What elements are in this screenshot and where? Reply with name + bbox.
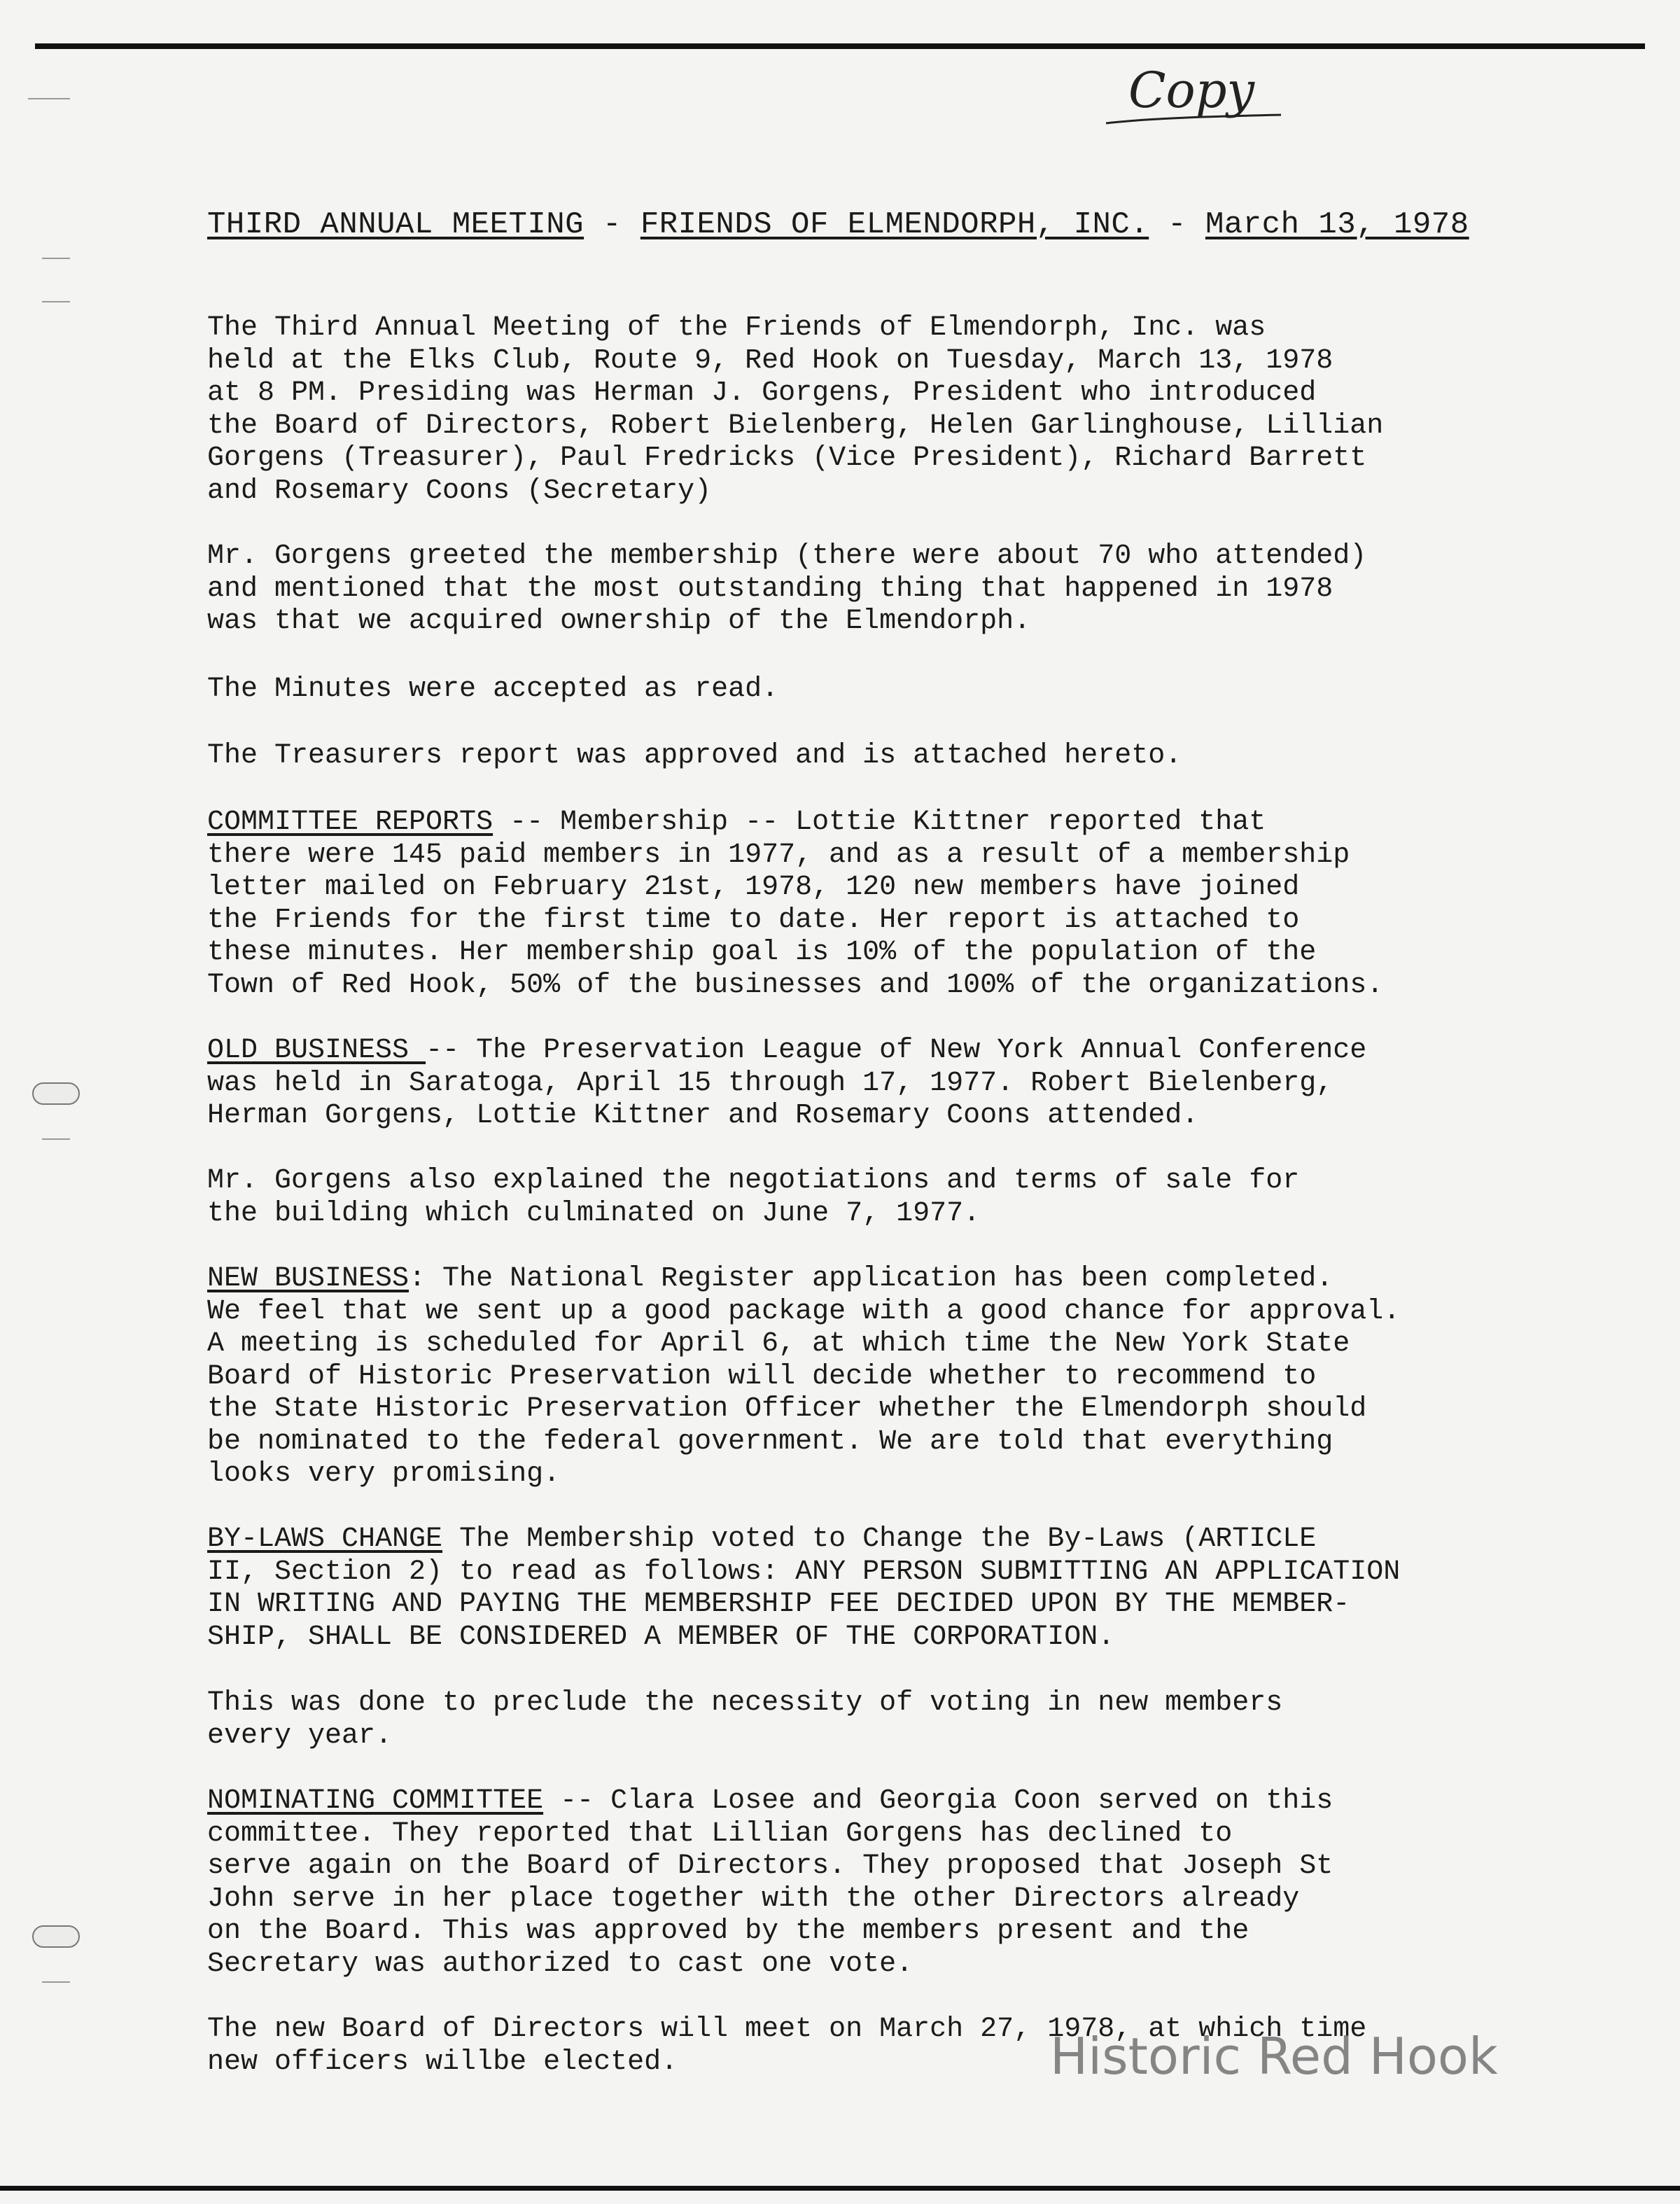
scan-mark [42,1981,70,1983]
scan-mark [42,1138,70,1140]
section-heading: NEW BUSINESS [207,1263,410,1295]
bottom-edge-rule [0,2186,1680,2191]
handwritten-copy-note: Copy [1128,62,1255,119]
section-heading: BY-LAWS CHANGE [207,1523,443,1555]
paragraph-new-board: The new Board of Directors will meet on March 27, 1978, at which time new officers willbe elected. [207,2014,1367,2078]
section-body: -- Clara Losee and Georgia Coon served on this committee. They reported that Lillian Gorgens has declined to serve again on the Board of Directors. They proposed that Joseph St John serve in her place together with the other Directors already on the Board. This was approved by the members present and the Secretary was authorized to cast one vote. [207,1785,1334,1980]
section-body: The Membership voted to Change the By-Laws (ARTICLE II, Section 2) to read as follows: ANY PERSON SUBMITTING AN APPLICATION IN WRITING AND PAYING THE MEMBERSHIP FEE DECIDED UPON BY THE MEMBER- SHIP, SHALL BE CONSIDERED A MEMBER OF THE CORPORATION. [207,1523,1401,1653]
paragraph-new-business [207,1263,1628,1491]
paragraph-negotiations: Mr. Gorgens also explained the negotiations and terms of sale for the building which culminated on June 7, 1977. [207,1165,1300,1229]
watermark: Historic Red Hook [1050,2027,1498,2086]
paragraph-bylaws-reason: This was done to preclude the necessity of voting in new members every year. [207,1687,1283,1752]
top-edge-rule [35,43,1645,49]
title-separator: - [1149,207,1205,242]
paragraph-introduction: The Third Annual Meeting of the Friends of Elmendorph, Inc. was held at the Elks Club, Route 9, Red Hook on Tuesday, March 13, 1978 at 8 PM. Presiding was Herman J. Gorgens, President who introduced the Board of Directors, Robert Bielenberg, Helen Garlinghouse, Lillian Gorgens (Treasurer), Paul Fredricks (Vice President), Richard Barrett and Rosemary Coons (Secretary) [207,312,1384,507]
paragraph-committee-reports [207,807,1628,1002]
paragraph-old-business [207,1035,1628,1133]
title-organization: FRIENDS OF ELMENDORPH, INC. [640,207,1149,242]
scan-mark [42,258,70,259]
section-heading: COMMITTEE REPORTS [207,807,493,838]
section-body: -- Membership -- Lottie Kittner reported that there were 145 paid members in 1977, and as a result of a membership letter mailed on February 21st, 1978, 120 new members have joined the Friends for the first time to date. Her report is attached to these minutes. Her membership goal is 10% of the population of the Town of Red Hook, 50% of the businesses and 100% of the organizations. [207,807,1384,1001]
paragraph-bylaws-change [207,1523,1628,1654]
punch-hole [32,1082,80,1105]
title-date: March 13, 1978 [1205,207,1469,242]
section-body: -- The Preservation League of New York Annual Conference was held in Saratoga, April 15 through 17, 1977. Robert Bielenberg, Herman Gorgens, Lottie Kittner and Rosemary Coons attended. [207,1035,1367,1131]
paragraph-greeting: Mr. Gorgens greeted the membership (there were about 70 who attended) and mentioned that the most outstanding thing that happened in 1978 was that we acquired ownership of the Elmendorph. [207,540,1367,637]
section-body: : The National Register application has been completed. We feel that we sent up a good package with a good chance for approval. A meeting is scheduled for April 6, at which time the New York State Board of Historic Preservation will decide whether to recommend to the State Historic Preservation Officer whether the Elmendorph should be nominated to the federal government. We are told that everything looks very promising. [207,1263,1401,1490]
title-separator: - [584,207,640,242]
punch-hole [32,1925,80,1948]
paragraph-minutes: The Minutes were accepted as read. [207,674,779,705]
title-meeting: THIRD ANNUAL MEETING [207,207,584,242]
scan-mark [42,301,70,302]
paragraph-treasurer: The Treasurers report was approved and is attached hereto. [207,740,1182,772]
section-heading: OLD BUSINESS [207,1035,426,1066]
scan-mark [28,98,70,99]
document-title [207,204,1551,245]
paragraph-nominating-committee [207,1785,1628,1981]
section-heading: NOMINATING COMMITTEE [207,1785,544,1817]
